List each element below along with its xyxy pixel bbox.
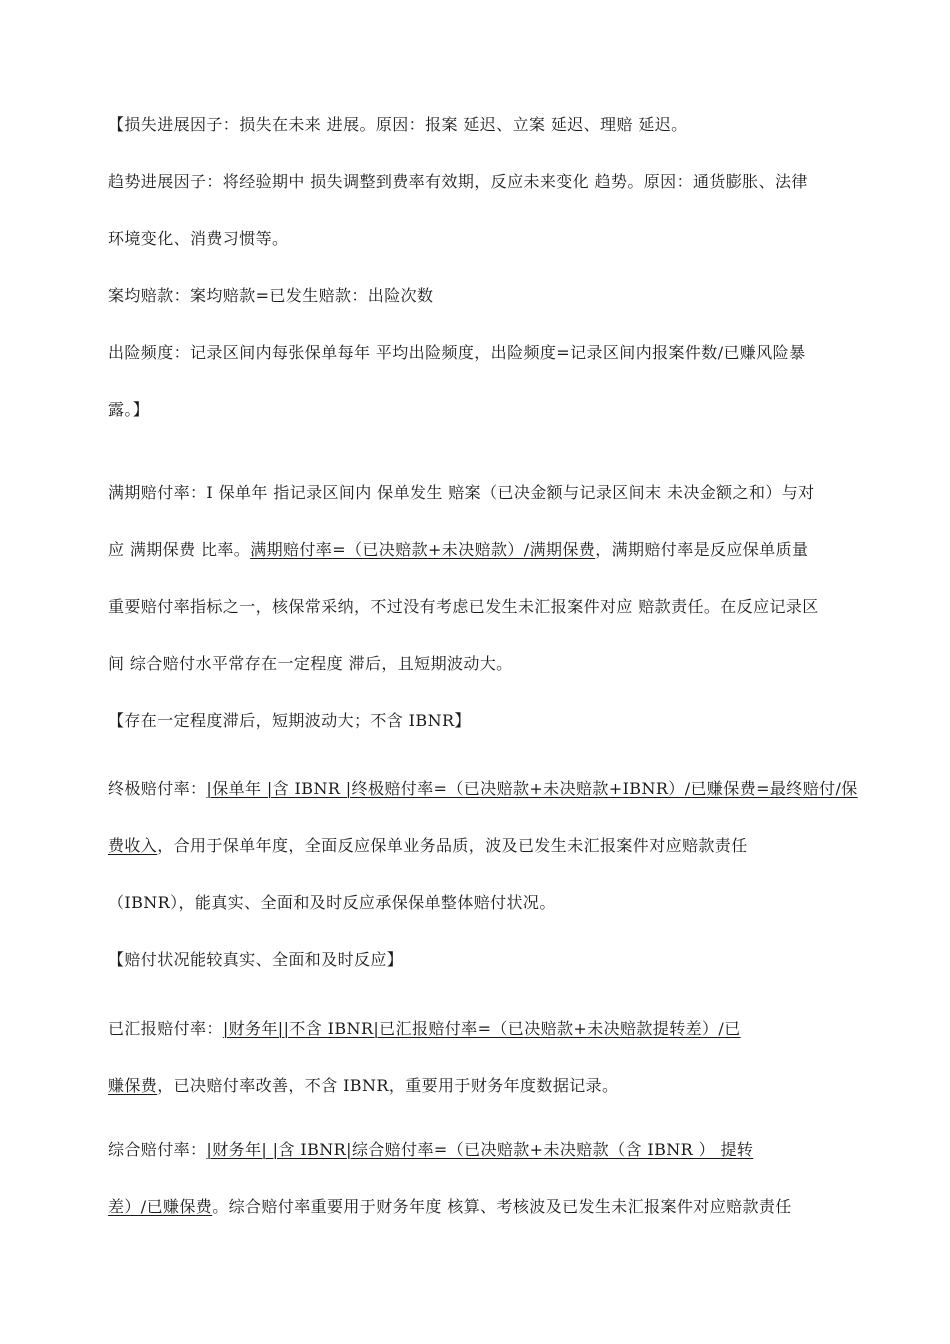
text-run: 环境变化、消费习惯等。 bbox=[108, 229, 289, 248]
underlined-formula: |财务年||不含 IBNR|已汇报赔付率=（已决赔款+未决赔款提转差）/已 bbox=[222, 1019, 741, 1038]
text-line bbox=[108, 711, 853, 731]
text-line bbox=[108, 779, 858, 799]
text-line bbox=[108, 1076, 853, 1096]
text-run: 出险频度：记录区间内每张保单每年 平均出险频度，出险频度=记录区间内报案件数/已赚风险暴 bbox=[108, 343, 806, 362]
text-run: 【存在一定程度滞后，短期波动大；不含 IBNR】 bbox=[108, 711, 471, 730]
text-line bbox=[108, 115, 853, 135]
text-line bbox=[108, 540, 853, 560]
text-run: ，满期赔付率是反应保单质量 bbox=[595, 540, 809, 559]
text-line bbox=[108, 654, 853, 674]
text-line bbox=[108, 1197, 853, 1217]
text-run: 满期赔付率：I 保单年 指记录区间内 保单发生 赔案（已决金额与记录区间末 未决金额之和）与对 bbox=[108, 483, 815, 502]
text-line bbox=[108, 229, 853, 249]
text-run: 应 满期保费 比率。 bbox=[108, 540, 251, 559]
text-line bbox=[108, 172, 853, 192]
text-run: 【损失进展因子：损失在未来 进展。原因：报案 延迟、立案 延迟、理赔 延迟。 bbox=[108, 115, 688, 134]
text-run: ，合用于保单年度，全面反应保单业务品质，波及已发生未汇报案件对应赔款责任 bbox=[157, 836, 748, 855]
text-line bbox=[108, 836, 853, 856]
text-line bbox=[108, 1140, 853, 1160]
text-line bbox=[108, 400, 853, 420]
text-line bbox=[108, 483, 853, 503]
text-run: 露。】 bbox=[108, 400, 150, 419]
text-run: 案均赔款：案均赔款=已发生赔款：出险次数 bbox=[108, 286, 434, 305]
text-run: 趋势进展因子：将经验期中 损失调整到费率有效期，反应未来变化 趋势。原因：通货膨胀、法律 bbox=[108, 172, 808, 191]
text-run: ，已决赔付率改善，不含 IBNR，重要用于财务年度数据记录。 bbox=[157, 1076, 619, 1095]
text-line bbox=[108, 343, 853, 363]
underlined-formula: |保单年 |含 IBNR |终极赔付率=（已决赔款+未决赔款+IBNR）/已赚保费=最终赔付/保 bbox=[206, 779, 858, 798]
text-run: （IBNR），能真实、全面和及时反应承保保单整体赔付状况。 bbox=[108, 893, 556, 912]
text-run: 终极赔付率： bbox=[108, 779, 207, 798]
underlined-formula: 差）/已赚保费 bbox=[108, 1197, 213, 1216]
text-line bbox=[108, 1019, 853, 1039]
text-run: 重要赔付率指标之一，核保常采纳，不过没有考虑已发生未汇报案件对应 赔款责任。在反应记录区 bbox=[108, 597, 819, 616]
text-run: 综合赔付率： bbox=[108, 1140, 207, 1159]
text-run: 。综合赔付率重要用于财务年度 核算、考核波及已发生未汇报案件对应赔款责任 bbox=[212, 1197, 792, 1216]
underlined-formula: 满期赔付率=（已决赔款+未决赔款）/满期保费 bbox=[250, 540, 596, 559]
underlined-formula: |财务年| |含 IBNR|综合赔付率=（已决赔款+未决赔款（含 IBNR ） 提转 bbox=[206, 1140, 754, 1159]
text-line bbox=[108, 893, 853, 913]
underlined-formula: 赚保费 bbox=[108, 1076, 158, 1095]
text-run: 间 综合赔付水平常存在一定程度 滞后，且短期波动大。 bbox=[108, 654, 513, 673]
text-run: 已汇报赔付率： bbox=[108, 1019, 223, 1038]
underlined-formula: 费收入 bbox=[108, 836, 158, 855]
text-line bbox=[108, 950, 853, 970]
text-line bbox=[108, 597, 853, 617]
text-line bbox=[108, 286, 853, 306]
text-run: 【赔付状况能较真实、全面和及时反应】 bbox=[108, 950, 404, 969]
